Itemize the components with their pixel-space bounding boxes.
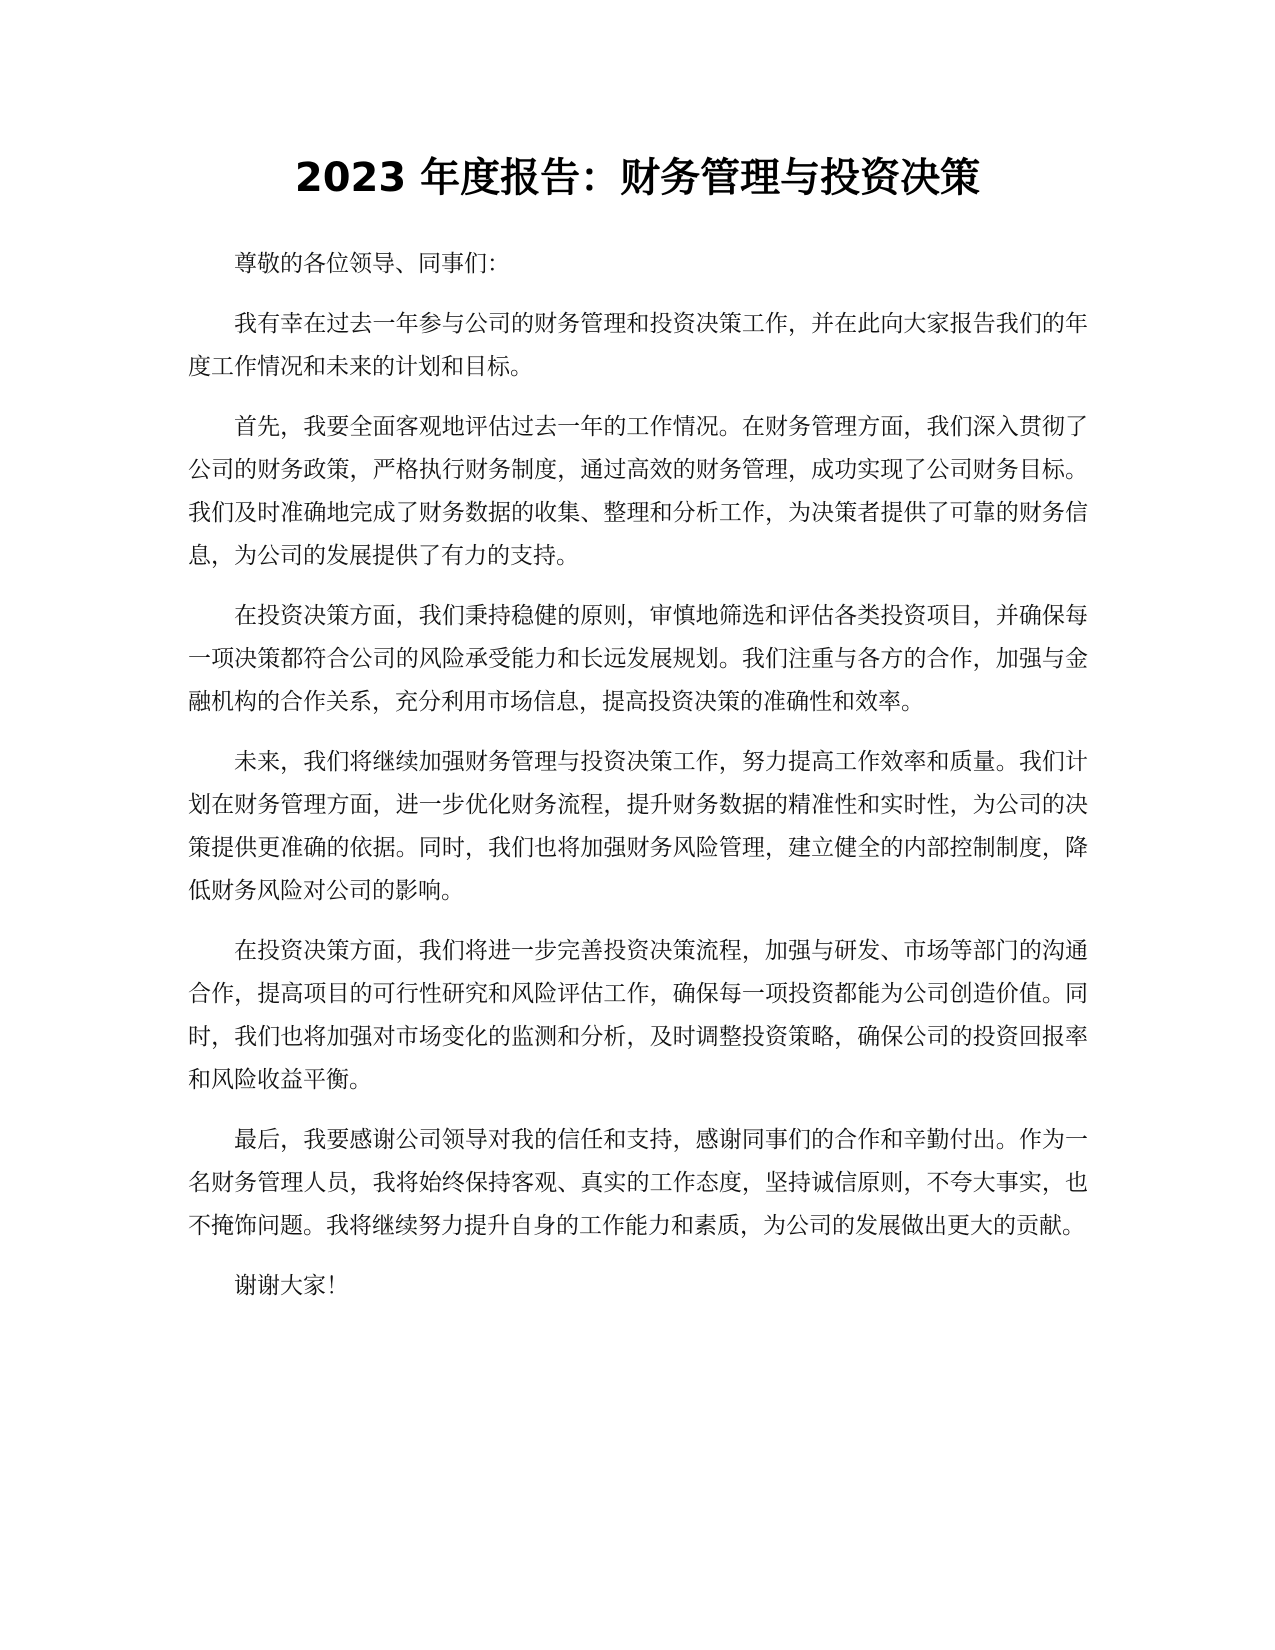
document-body bbox=[188, 243, 1088, 1325]
investment-review-paragraph: 在投资决策方面，我们秉持稳健的原则，审慎地筛选和评估各类投资项目，并确保每一项决策都符合公司的风险承受能力和长远发展规划。我们注重与各方的合作，加强与金融机构的合作关系，充分利用市场信息，提高投资决策的准确性和效率。 bbox=[188, 603, 1088, 715]
future-financial-plan-paragraph: 未来，我们将继续加强财务管理与投资决策工作，努力提高工作效率和质量。我们计划在财务管理方面，进一步优化财务流程，提升财务数据的精准性和实时性，为公司的决策提供更准确的依据。同时，我们也将加强财务风险管理，建立健全的内部控制制度，降低财务风险对公司的影响。 bbox=[188, 749, 1088, 904]
thanks-paragraph: 谢谢大家！ bbox=[234, 1273, 349, 1299]
intro-paragraph: 我有幸在过去一年参与公司的财务管理和投资决策工作，并在此向大家报告我们的年度工作情况和未来的计划和目标。 bbox=[188, 311, 1088, 380]
closing-paragraph: 最后，我要感谢公司领导对我的信任和支持，感谢同事们的合作和辛勤付出。作为一名财务管理人员，我将始终保持客观、真实的工作态度，坚持诚信原则，不夸大事实，也不掩饰问题。我将继续努力提升自身的工作能力和素质，为公司的发展做出更大的贡献。 bbox=[188, 1127, 1088, 1239]
document-title: 2023 年度报告：财务管理与投资决策 bbox=[294, 155, 981, 201]
salutation-paragraph: 尊敬的各位领导、同事们： bbox=[234, 251, 510, 277]
future-investment-plan-paragraph: 在投资决策方面，我们将进一步完善投资决策流程，加强与研发、市场等部门的沟通合作，提高项目的可行性研究和风险评估工作，确保每一项投资都能为公司创造价值。同时，我们也将加强对市场变化的监测和分析，及时调整投资策略，确保公司的投资回报率和风险收益平衡。 bbox=[188, 938, 1088, 1093]
financial-review-paragraph: 首先，我要全面客观地评估过去一年的工作情况。在财务管理方面，我们深入贯彻了公司的财务政策，严格执行财务制度，通过高效的财务管理，成功实现了公司财务目标。我们及时准确地完成了财务数据的收集、整理和分析工作，为决策者提供了可靠的财务信息，为公司的发展提供了有力的支持。 bbox=[188, 414, 1088, 569]
